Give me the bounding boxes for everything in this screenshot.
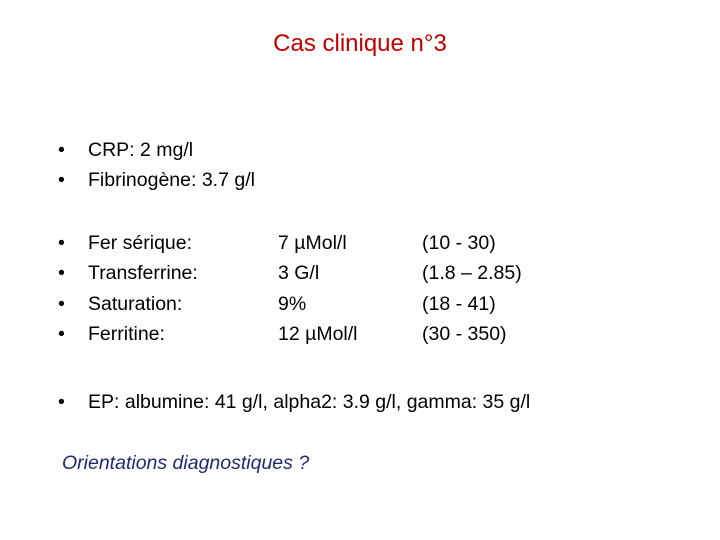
lab-reference-range: (30 - 350): [422, 323, 507, 345]
lab-value: 9%: [278, 293, 307, 315]
lab-value: 3 G/l: [278, 262, 320, 284]
bullet-text: EP: albumine: 41 g/l, alpha2: 3.9 g/l, gamma: 35 g/l: [88, 391, 531, 413]
lab-value: 7 µMol/l: [278, 232, 347, 254]
bullet-icon: •: [58, 232, 65, 254]
bullet-text: Fibrinogène: 3.7 g/l: [88, 169, 255, 191]
bullet-icon: •: [58, 293, 65, 315]
bullet-icon: •: [58, 391, 65, 413]
bullet-icon: •: [58, 323, 65, 345]
bullet-icon: •: [58, 139, 65, 161]
lab-reference-range: (1.8 – 2.85): [422, 262, 522, 284]
lab-reference-range: (10 - 30): [422, 232, 496, 254]
lab-label: Ferritine:: [88, 323, 165, 345]
bullet-icon: •: [58, 262, 65, 284]
lab-value: 12 µMol/l: [278, 323, 358, 345]
bullet-icon: •: [58, 169, 65, 191]
lab-reference-range: (18 - 41): [422, 293, 496, 315]
slide-title: Cas clinique n°3: [273, 30, 447, 57]
lab-label: Fer sérique:: [88, 232, 193, 254]
lab-label: Saturation:: [88, 293, 183, 315]
question-text: Orientations diagnostiques ?: [62, 452, 310, 474]
lab-label: Transferrine:: [88, 262, 198, 284]
bullet-text: CRP: 2 mg/l: [88, 139, 194, 161]
